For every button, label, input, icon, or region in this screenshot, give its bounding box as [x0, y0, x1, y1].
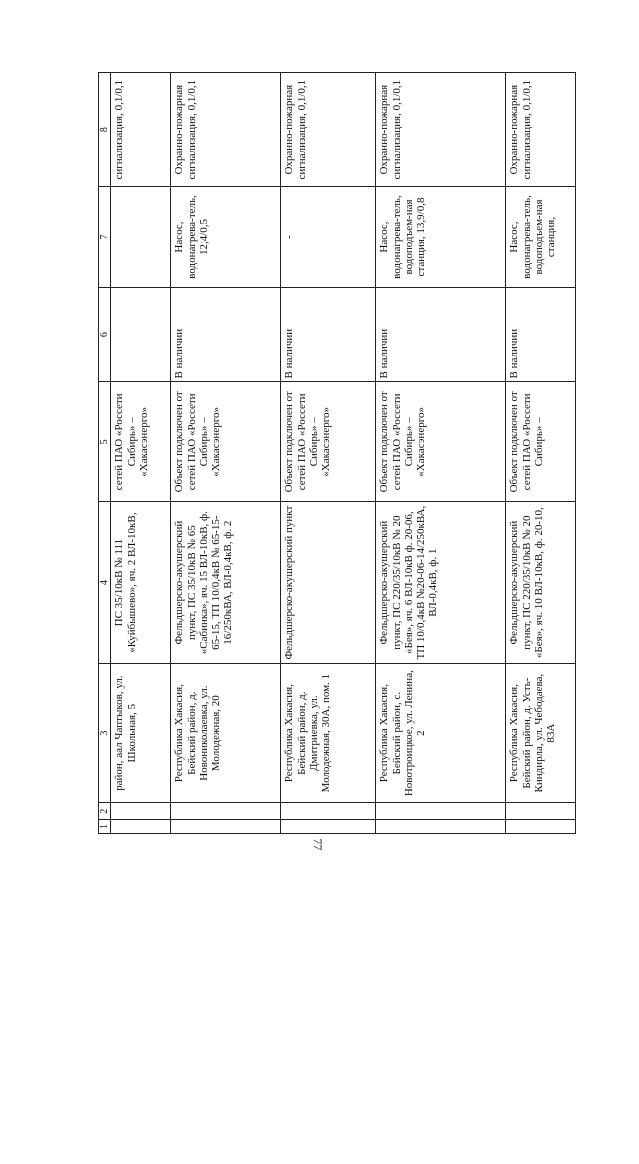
cell-alarm: сигнализация, 0,1/0,1: [111, 73, 171, 187]
cell-equipment: Насос, водонагрева-тель, водоподъем-ная станция,: [506, 187, 576, 287]
cell-facility: Фельдшерско-акушерский пункт: [281, 502, 376, 664]
cell-connection: сетей ПАО «Россети Сибирь» – «Хакасэнерго»: [111, 382, 171, 502]
cell-facility: Фельдшерско-акушерский пункт, ПС 220/35/10кВ № 20 «Бея», яч. 10 ВЛ-10кВ, ф. 20-10,: [506, 502, 576, 664]
cell-alarm: Охранно-пожарная сигнализация, 0,1/0,1: [506, 73, 576, 187]
header-col-3: 3: [99, 663, 111, 802]
cell-connection: Объект подключен от сетей ПАО «Россети Сибирь» – «Хакасэнерго»: [281, 382, 376, 502]
cell-alarm: Охранно-пожарная сигнализация, 0,1/0,1: [281, 73, 376, 187]
cell-equipment: [111, 187, 171, 287]
cell-alarm: Охранно-пожарная сигнализация, 0,1/0,1: [376, 73, 506, 187]
cell-availability: В наличии: [171, 287, 281, 382]
cell-availability: В наличии: [376, 287, 506, 382]
cell-number: [171, 820, 281, 834]
cell-availability: [111, 287, 171, 382]
header-col-8: 8: [99, 73, 111, 187]
cell-availability: В наличии: [506, 287, 576, 382]
cell-number: [376, 820, 506, 834]
cell-connection: Объект подключен от сетей ПАО «Россети Сибирь» – «Хакасэнерго»: [376, 382, 506, 502]
cell-district: [376, 803, 506, 820]
cell-address: Республика Хакасия, Бейский район, д. Новониколаевка, ул. Молодежная, 20: [171, 663, 281, 802]
cell-connection: Объект подключен от сетей ПАО «Россети Сибирь» –: [506, 382, 576, 502]
cell-equipment: -: [281, 187, 376, 287]
table-row: [506, 73, 576, 834]
cell-facility: Фельдшерско-акушерский пункт, ПС 220/35/10кВ № 20 «Бея», яч. 6 ВЛ-10кВ ф. 20-06, ТП 10/0,4кВ №20-06-14/250кВА, ВЛ-0,4кВ, ф. 1: [376, 502, 506, 664]
header-row: [99, 73, 111, 834]
cell-district: [281, 803, 376, 820]
cell-alarm: Охранно-пожарная сигнализация, 0,1/0,1: [171, 73, 281, 187]
header-col-5: 5: [99, 382, 111, 502]
cell-district: [111, 803, 171, 820]
cell-availability: В наличии: [281, 287, 376, 382]
cell-number: [506, 820, 576, 834]
cell-district: [506, 803, 576, 820]
cell-address: Республика Хакасия, Бейский район, д. Дмитриевка, ул. Молодежная, 30А, пом. 1: [281, 663, 376, 802]
header-col-2: 2: [99, 803, 111, 820]
cell-address: Республика Хакасия, Бейский район, д. Усть-Киндирла, ул. Чебодаева, 83А: [506, 663, 576, 802]
header-col-6: 6: [99, 287, 111, 382]
table-row: [111, 73, 171, 834]
page-number: 77: [311, 838, 325, 851]
cell-number: [281, 820, 376, 834]
header-col-1: 1: [99, 820, 111, 834]
table-row: [281, 73, 376, 834]
table-row: [376, 73, 506, 834]
cell-facility: Фельдшерско-акушерский пункт, ПС 35/10кВ № 65 «Сабинка», яч. 15 ВЛ-10кВ, ф. 65-15, ТП 10/0,4кВ № 65-15-16/250кВА, ВЛ-0,4кВ, ф. 2: [171, 502, 281, 664]
cell-equipment: Насос, водонагрева-тель, 12,4/0,5: [171, 187, 281, 287]
cell-address: Республика Хакасия, Бейский район, с. Новотроицкое, ул. Ленина, 2: [376, 663, 506, 802]
cell-district: [171, 803, 281, 820]
header-col-4: 4: [99, 502, 111, 664]
table-row: [171, 73, 281, 834]
cell-equipment: Насос, водонагрева-тель, водоподъем-ная станция, 13,9/0,8: [376, 187, 506, 287]
cell-address: район, аал Чаптыков, ул. Школьная, 5: [111, 663, 171, 802]
header-col-7: 7: [99, 187, 111, 287]
cell-number: [111, 820, 171, 834]
cell-connection: Объект подключен от сетей ПАО «Россети Сибирь» – «Хакасэнерго»: [171, 382, 281, 502]
facilities-table: [98, 72, 576, 834]
cell-facility: ПС 35/10кВ № 111 «Куйбышево», яч. 2 ВЛ-10кВ,: [111, 502, 171, 664]
rotated-table-container: [98, 72, 574, 834]
